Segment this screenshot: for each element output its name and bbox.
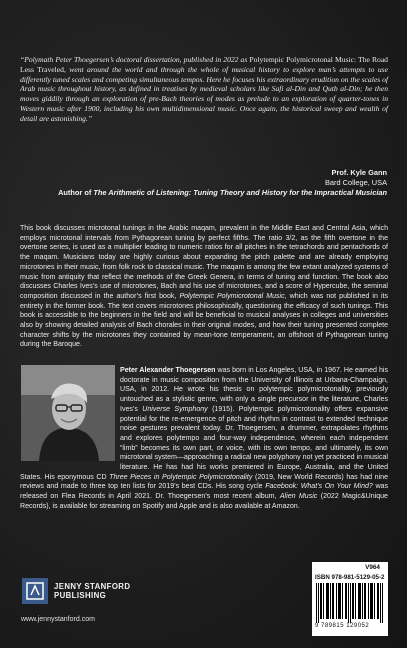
bio-text-1: was born in Los Angeles, USA, in 1967. He earned his doctorate in music composition from the University of Illinois at Urbana-Champaign, USA, in 2012. He wrote his thesis on polytempic polymicrotonality, previously untouched as a stylistic genre, with only a single precursor in the literature, Charles Ives’s [120,367,388,413]
publisher-url[interactable]: www.jennystanford.com [21,616,95,623]
publisher-name-line-1: JENNY STANFORD [54,582,131,591]
quote-attribution [58,168,387,198]
endorser-name: Prof. Kyle Gann [331,168,387,177]
bio-italic-3: Facebook: What’s On Your Mind? [265,483,373,491]
author-bio [20,366,388,512]
endorser-book-title: The Arithmetic of Listening: Tuning Theory and History for the Impractical Musician [93,188,387,197]
book-description [20,224,388,350]
description-book-title: Polytempic Polymicrotonal Music [179,292,285,300]
bio-italic-2: Three Pieces in Polytempic Polymicrotonality [109,473,253,481]
author-name: Peter Alexander Thoegersen [120,367,216,374]
quote-body: , went around the world and through the whole of musical history to explore man’s attempts to use differently tuned scales and competing simultaneous tempos. Here he focuses his extraordinary erudition on the scales of Arab music throughout history, as defined in treatises by medieval scholars like Safi al-Din and Qutb al-Din; he then moves giddily through an exploration of pre-Bach theories of modes as prelude to an exploration of quarter-tones in Western music after 1900, including his own multidimensional music. Once again, the historical sweep and wealth of detail are astonishing.” [20,64,389,123]
bio-italic-4: Alien Music [279,493,318,501]
bio-photo-spacer [20,366,120,464]
description-part-2: , which was not published in its entirety in the former book. The text covers microtones philosophically, questioning the efficacy of such tunings. This book is accessible to the beginners in the field and will be beneficial to musical analyses in colleges and universities also by showing detailed analysis of Bach chorales in their original modes, and how their tuning presented complete character shifts by the microtones they contained by mean-tone temperament, an offshoot of Pythagorean tuning during the Baroque. [20,292,388,349]
endorser-book [58,188,387,198]
publisher-name [54,582,130,600]
bio-text-5: (2022 Magic&Unique Records), is available for streaming on Spotify and Apple and is also available at Amazon. [20,493,388,510]
barcode-icon [316,583,384,623]
endorsement-quote [20,55,388,124]
isbn-label: ISBN 978-981-5129-05-2 [315,574,385,581]
barcode-digits: 9 789815 129052 [315,623,370,629]
description-part-1: This book discusses microtonal tunings in the Arabic maqam, prevalent in the Middle East and Central Asia, which employs microtonal intervals from Pythagorean tuning by perfect fifths. The ratio 3/2, as the fifth overtone in the overtone series, is used as a multiplier leading to numeric ratios for all pitches in the tetrachords and pentachords of the maqam. Musicians today are highly curious about expanding the pitch palette and are already employing microtones in their music, from folk rock to classical music. The maqam is among the few extant analyzed systems of music from antiquity that reflect the methods of the Greek Genera, in terms of tuning and function. The book also discusses Charles Ives’s use of microtones, Bach and his use of microtones, and a score of Hypercube, the seminal composition discussed in the author’s first book, [20,225,388,300]
publisher-logo-icon [22,578,48,604]
quote-intro: “Polymath Peter Thoegersen’s doctoral dissertation, published in 2022 as [20,55,250,64]
bio-text-4: was released on Flea Records in April 2021. Dr. Thoegersen’s most recent album, [20,483,388,501]
bio-text-2: (1915). Polytempic polymicrotonality offers expansive potential for the re-emergence of pitch and rhythm in contrast to extended technique noise gestures prevalent today. Dr. Thoegersen, a drummer, extrapolates rhythms and explores polytempo and four-way independence, wherein each independent “limb” becomes its own part, or voice, with its own tempo, and ultimately, its own microtonal system—approaching a radical new polyphony not yet practiced in musical literature. He has had his works premiered in Europe, Australia, and the United States. His eponymous CD [20,405,389,481]
product-code: V964 [365,564,380,571]
endorser-affiliation: Bard College, USA [324,178,387,187]
publisher-name-line-2: PUBLISHING [54,591,107,600]
publisher-logo [22,578,130,604]
barcode-box [312,562,388,636]
bio-italic-1: Universe Symphony [142,405,208,413]
bio-text-3: (2019, New World Records) has had nine reviews and made to three top ten lists for 2019’s best CDs. His song cycle [20,473,388,491]
endorser-book-prefix: Author of [58,188,94,197]
quote-book-title: Polytempic Polymicrotonal Music: The Road Less Traveled [20,55,388,74]
